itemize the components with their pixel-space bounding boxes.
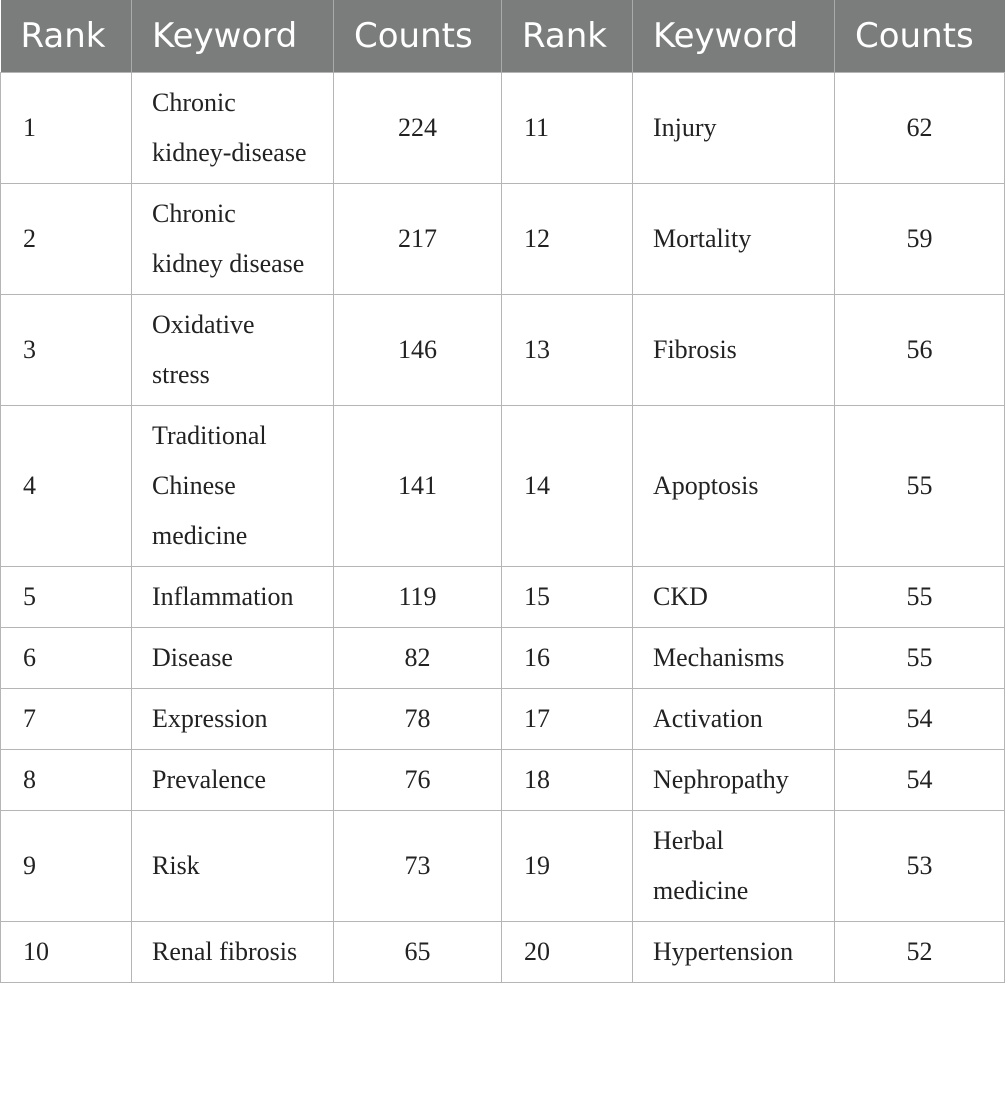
keyword-cell: Nephropathy [633,749,835,810]
rank-cell: 10 [1,921,132,982]
rank-cell: 1 [1,72,132,183]
table-row [1,921,1005,982]
count-cell: 119 [334,566,502,627]
keyword-cell: Disease [132,627,334,688]
keyword-cell: Hypertension [633,921,835,982]
count-cell: 55 [835,627,1005,688]
keyword-cell: Risk [132,810,334,921]
rank-cell: 19 [502,810,633,921]
count-cell: 59 [835,183,1005,294]
keyword-cell: CKD [633,566,835,627]
rank-cell: 17 [502,688,633,749]
table-row [1,627,1005,688]
rank-cell: 7 [1,688,132,749]
count-cell: 217 [334,183,502,294]
count-cell: 146 [334,294,502,405]
keyword-cell: Activation [633,688,835,749]
keyword-cell: Prevalence [132,749,334,810]
rank-cell: 20 [502,921,633,982]
count-cell: 76 [334,749,502,810]
keyword-cell: Mechanisms [633,627,835,688]
table-row [1,688,1005,749]
rank-cell: 18 [502,749,633,810]
keyword-cell: Fibrosis [633,294,835,405]
header-rank-left: Rank [1,0,132,72]
table-row [1,810,1005,921]
count-cell: 54 [835,688,1005,749]
header-keyword-left: Keyword [132,0,334,72]
rank-cell: 2 [1,183,132,294]
table-row [1,405,1005,566]
count-cell: 55 [835,566,1005,627]
count-cell: 55 [835,405,1005,566]
table-row [1,183,1005,294]
table-row [1,294,1005,405]
count-cell: 54 [835,749,1005,810]
count-cell: 52 [835,921,1005,982]
count-cell: 78 [334,688,502,749]
count-cell: 224 [334,72,502,183]
count-cell: 82 [334,627,502,688]
rank-cell: 9 [1,810,132,921]
count-cell: 53 [835,810,1005,921]
table-header [1,0,1005,72]
rank-cell: 11 [502,72,633,183]
keyword-cell: Apoptosis [633,405,835,566]
table-body [1,72,1005,982]
rank-cell: 6 [1,627,132,688]
table-row [1,72,1005,183]
header-counts-left: Counts [334,0,502,72]
rank-cell: 5 [1,566,132,627]
keyword-cell: Oxidative stress [132,294,334,405]
header-counts-right: Counts [835,0,1005,72]
keyword-cell: Herbal medicine [633,810,835,921]
header-rank-right: Rank [502,0,633,72]
keyword-cell: Chronic kidney disease [132,183,334,294]
keyword-cell: Mortality [633,183,835,294]
table-row [1,749,1005,810]
keyword-cell: Expression [132,688,334,749]
rank-cell: 3 [1,294,132,405]
count-cell: 65 [334,921,502,982]
rank-cell: 8 [1,749,132,810]
keyword-cell: Inflammation [132,566,334,627]
keyword-cell: Chronic kidney-disease [132,72,334,183]
count-cell: 141 [334,405,502,566]
count-cell: 56 [835,294,1005,405]
rank-cell: 16 [502,627,633,688]
rank-cell: 12 [502,183,633,294]
header-row [1,0,1005,72]
keyword-cell: Traditional Chinese medicine [132,405,334,566]
table-row [1,566,1005,627]
keyword-cell: Renal fibrosis [132,921,334,982]
rank-cell: 15 [502,566,633,627]
count-cell: 62 [835,72,1005,183]
rank-cell: 13 [502,294,633,405]
header-keyword-right: Keyword [633,0,835,72]
rank-cell: 4 [1,405,132,566]
keyword-cell: Injury [633,72,835,183]
count-cell: 73 [334,810,502,921]
rank-cell: 14 [502,405,633,566]
